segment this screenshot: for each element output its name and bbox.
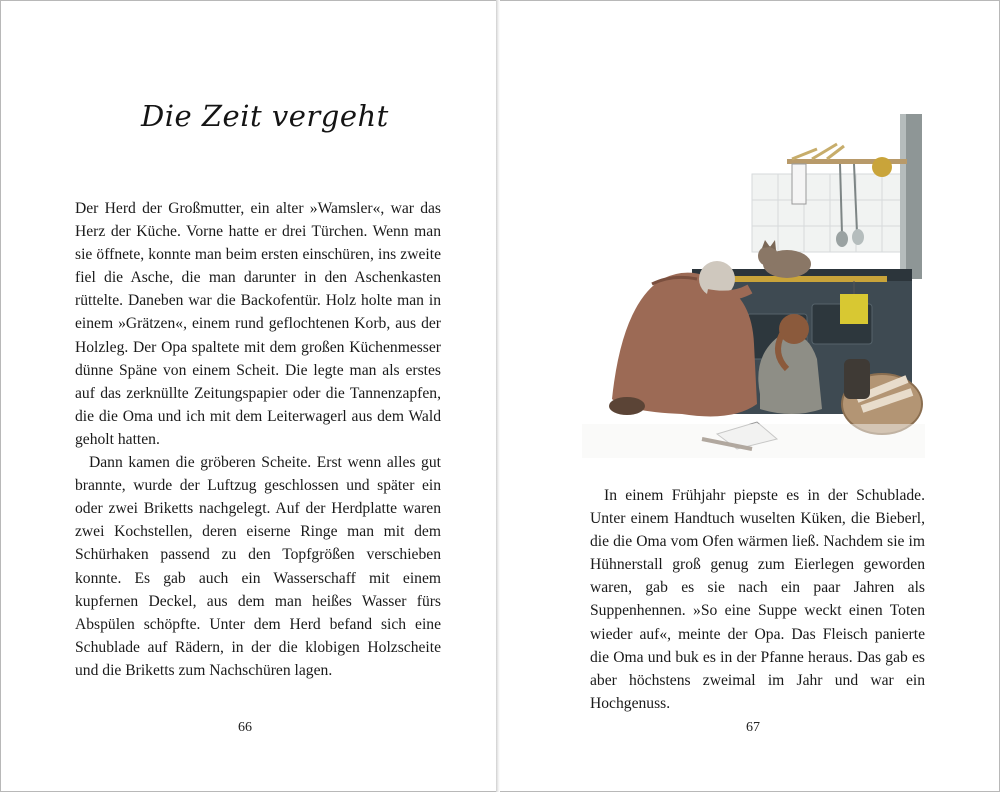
page-number-right: 67 (746, 720, 760, 735)
kitchen-stove-illustration (582, 104, 925, 458)
chapter-title: Die Zeit vergeht (141, 99, 389, 133)
paragraph: Dann kamen die gröberen Scheite. Erst wenn alles gut brannte, wurde der Luftzug geschlossen und später ein oder zwei Briketts nachgelegt. Auf der Herdplatte waren zwei Kochstellen, deren eiserne Ringe man mit dem Schürhaken passend zu den Topfgrößen verschieben konnte. Es gab auch ein Wasserschaff mit einem kupfernen Deckel, aus dem man heißes Wasser fürs Abspülen schöpfte. Unter dem Herd befand sich eine Schublade auf Rädern, in der die klobigen Holzscheite und die Briketts zum Nachschüren lagen. (75, 454, 441, 679)
right-page-text (590, 484, 925, 715)
left-page-text (75, 197, 441, 682)
right-page (500, 0, 1000, 792)
page-number-left: 66 (238, 720, 252, 735)
left-page (0, 0, 497, 792)
paragraph: Der Herd der Großmutter, ein alter »Wamsler«, war das Herz der Küche. Vorne hatte er drei Türchen. Wenn man sie öffnete, konnte man beim ersten einschüren, ins zweite fiel die Asche, die man darunter in den Aschenkasten rüttelte. Daneben war die Backofentür. Holz holte man in einem »Grätzen«, einem rund geflochtenen Korb, aus der Holzleg. Der Opa spaltete mit dem großen Küchenmesser dünne Späne von einem Scheit. Die legte man als erstes auf das zerknüllte Zeitungspapier oder die Tannenzapfen, die die Oma und ich mit dem Leiterwagerl aus dem Wald geholt hatten. (75, 200, 441, 448)
paragraph: In einem Frühjahr piepste es in der Schublade. Unter einem Handtuch wuselten Küken, die Bieberl, die die Oma vom Ofen wärmen ließ. Nachdem sie im Hühnerstall groß genug zum Eierlegen geworden waren, gab es sie nach ein paar Jahren als Suppenhennen. »So eine Suppe weckt einen Toten wieder auf«, meinte der Opa. Das Fleisch panierte die Oma und buk es in der Pfanne heraus. Das gab es aber höchstens zweimal im Jahr und war ein Hochgenuss. (590, 487, 925, 712)
